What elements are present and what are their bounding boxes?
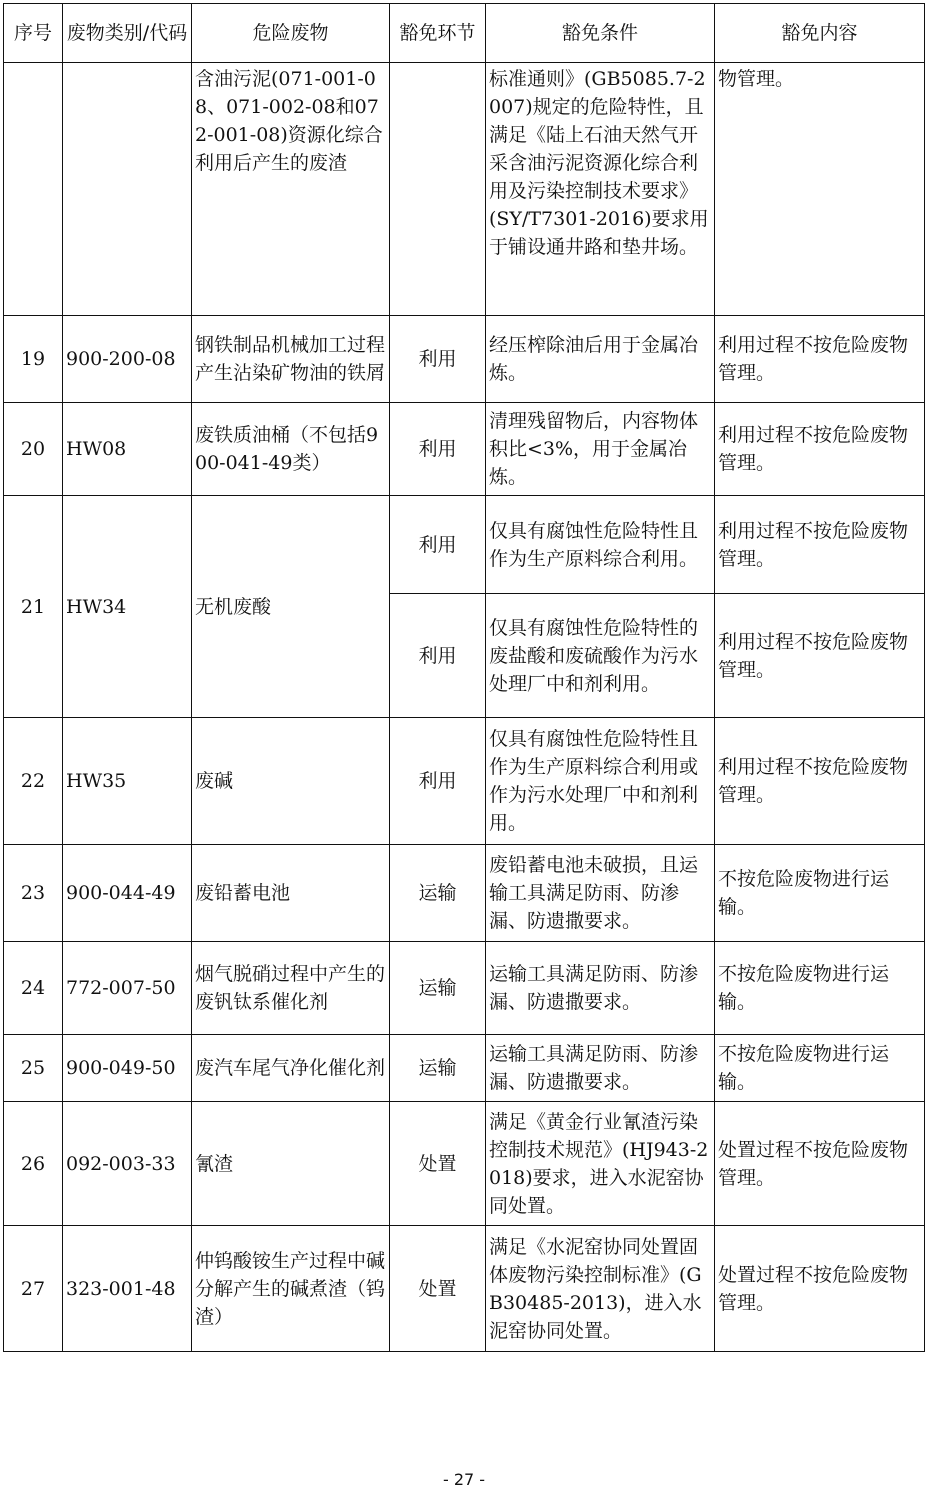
- table-row: [4, 718, 925, 845]
- header-condition: 豁免条件: [486, 4, 715, 63]
- cell-waste: 仲钨酸铵生产过程中碱分解产生的碱煮渣（钨渣）: [192, 1226, 390, 1352]
- cell-no: 19: [4, 316, 63, 403]
- cell-no: 25: [4, 1035, 63, 1102]
- table-row: [4, 316, 925, 403]
- cell-waste: 氰渣: [192, 1102, 390, 1226]
- header-content: 豁免内容: [715, 4, 925, 63]
- table-row: [4, 1035, 925, 1102]
- cell-stage: 处置: [390, 1226, 486, 1352]
- cell-content: 物管理。: [715, 63, 925, 316]
- cell-content: 处置过程不按危险废物管理。: [715, 1102, 925, 1226]
- cell-no: 24: [4, 942, 63, 1035]
- cell-condition: 废铅蓄电池未破损，且运输工具满足防雨、防渗漏、防遗撒要求。: [486, 845, 715, 942]
- cell-waste: 废铁质油桶（不包括900-041-49类）: [192, 403, 390, 496]
- cell-stage: 运输: [390, 1035, 486, 1102]
- cell-condition: 清理残留物后，内容物体积比<3%，用于金属冶炼。: [486, 403, 715, 496]
- cell-stage: 处置: [390, 1102, 486, 1226]
- cell-content: 利用过程不按危险废物管理。: [715, 316, 925, 403]
- cell-stage: 运输: [390, 845, 486, 942]
- cell-code: HW08: [63, 403, 192, 496]
- cell-code: 900-200-08: [63, 316, 192, 403]
- cell-code: 772-007-50: [63, 942, 192, 1035]
- cell-no: 22: [4, 718, 63, 845]
- cell-code: 900-044-49: [63, 845, 192, 942]
- cell-waste: 钢铁制品机械加工过程产生沾染矿物油的铁屑: [192, 316, 390, 403]
- cell-stage: 运输: [390, 942, 486, 1035]
- cell-condition: 标准通则》(GB5085.7-2007)规定的危险特性，且满足《陆上石油天然气开采含油污泥资源化综合利用及污染控制技术要求》(SY/T7301-2016)要求用于铺设通井路和垫井场。: [486, 63, 715, 316]
- cell-content: 利用过程不按危险废物管理。: [715, 594, 925, 718]
- cell-condition: 满足《水泥窑协同处置固体废物污染控制标准》(GB30485-2013)，进入水泥窑协同处置。: [486, 1226, 715, 1352]
- page-number: - 27 -: [442, 1470, 486, 1489]
- cell-content: 利用过程不按危险废物管理。: [715, 496, 925, 594]
- cell-no: [4, 63, 63, 316]
- cell-waste: 无机废酸: [192, 496, 390, 718]
- cell-code: HW35: [63, 718, 192, 845]
- cell-code: 900-049-50: [63, 1035, 192, 1102]
- cell-content: 不按危险废物进行运输。: [715, 845, 925, 942]
- cell-no: 20: [4, 403, 63, 496]
- cell-no: 27: [4, 1226, 63, 1352]
- cell-waste: 废铅蓄电池: [192, 845, 390, 942]
- cell-condition: 满足《黄金行业氰渣污染控制技术规范》(HJ943-2018)要求，进入水泥窑协同处置。: [486, 1102, 715, 1226]
- table-row: [4, 1102, 925, 1226]
- cell-content: 不按危险废物进行运输。: [715, 1035, 925, 1102]
- table-row: [4, 1226, 925, 1352]
- table-row: [4, 942, 925, 1035]
- cell-content: 处置过程不按危险废物管理。: [715, 1226, 925, 1352]
- cell-condition: 经压榨除油后用于金属冶炼。: [486, 316, 715, 403]
- cell-stage: 利用: [390, 316, 486, 403]
- cell-no: 21: [4, 496, 63, 718]
- cell-code: [63, 63, 192, 316]
- header-no: 序号: [4, 4, 63, 63]
- cell-condition: 仅具有腐蚀性危险特性且作为生产原料综合利用。: [486, 496, 715, 594]
- cell-stage: [390, 63, 486, 316]
- cell-waste: 废汽车尾气净化催化剂: [192, 1035, 390, 1102]
- header-code: 废物类别/代码: [63, 4, 192, 63]
- cell-waste: 废碱: [192, 718, 390, 845]
- cell-code: 092-003-33: [63, 1102, 192, 1226]
- table-row: [4, 496, 925, 594]
- cell-content: 利用过程不按危险废物管理。: [715, 403, 925, 496]
- table-row: [4, 403, 925, 496]
- cell-waste: 含油污泥(071-001-08、071-002-08和072-001-08)资源化综合利用后产生的废渣: [192, 63, 390, 316]
- cell-condition: 仅具有腐蚀性危险特性的废盐酸和废硫酸作为污水处理厂中和剂利用。: [486, 594, 715, 718]
- cell-content: 利用过程不按危险废物管理。: [715, 718, 925, 845]
- cell-stage: 利用: [390, 496, 486, 594]
- cell-code: HW34: [63, 496, 192, 718]
- cell-code: 323-001-48: [63, 1226, 192, 1352]
- cell-condition: 运输工具满足防雨、防渗漏、防遗撒要求。: [486, 942, 715, 1035]
- cell-waste: 烟气脱硝过程中产生的废钒钛系催化剂: [192, 942, 390, 1035]
- cell-condition: 仅具有腐蚀性危险特性且作为生产原料综合利用或作为污水处理厂中和剂利用。: [486, 718, 715, 845]
- table-row-continuation: [4, 63, 925, 316]
- cell-no: 26: [4, 1102, 63, 1226]
- table-row: [4, 845, 925, 942]
- table-header-row: [4, 4, 925, 63]
- cell-stage: 利用: [390, 403, 486, 496]
- cell-stage: 利用: [390, 594, 486, 718]
- cell-content: 不按危险废物进行运输。: [715, 942, 925, 1035]
- cell-stage: 利用: [390, 718, 486, 845]
- cell-no: 23: [4, 845, 63, 942]
- cell-condition: 运输工具满足防雨、防渗漏、防遗撒要求。: [486, 1035, 715, 1102]
- exemption-table: [3, 3, 925, 1352]
- header-waste: 危险废物: [192, 4, 390, 63]
- header-stage: 豁免环节: [390, 4, 486, 63]
